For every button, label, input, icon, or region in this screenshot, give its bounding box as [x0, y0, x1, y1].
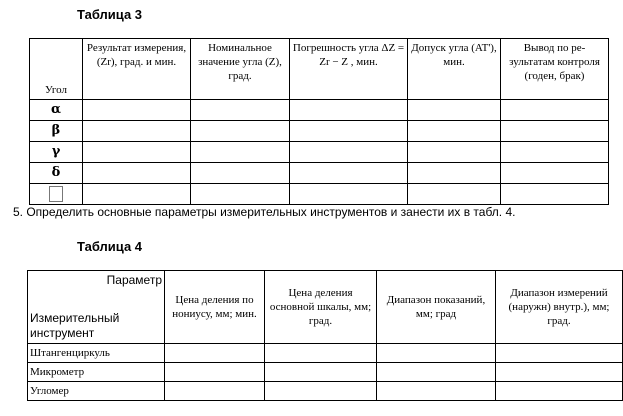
cell[interactable] [191, 100, 290, 121]
cell[interactable] [501, 100, 609, 121]
cell[interactable] [191, 121, 290, 142]
table-row [30, 163, 609, 184]
instrument-caliper: Штангенциркуль [28, 344, 165, 363]
header-tolerance: Допуск угла (AT'), мин. [408, 39, 501, 100]
angle-alpha: α [30, 100, 83, 121]
cell[interactable] [265, 344, 377, 363]
cell[interactable] [377, 363, 496, 382]
header-error: Погрешность угла ΔZ = Zr − Z , мин. [290, 39, 408, 100]
table4 [27, 270, 623, 401]
cell[interactable] [83, 121, 191, 142]
instrument-micrometer: Микрометр [28, 363, 165, 382]
corner-instrument: Измерительный инструмент [30, 311, 120, 340]
header-main-scale-division: Цена деления основной шкалы, мм; град. [265, 271, 377, 344]
cell[interactable] [290, 100, 408, 121]
table-row [30, 121, 609, 142]
angle-empty [30, 184, 83, 205]
header-conclusion: Вывод по ре-зультатам контроля (годен, брак) [501, 39, 609, 100]
header-vernier-division: Цена деления по нониусу, мм; мин. [165, 271, 265, 344]
cell[interactable] [408, 184, 501, 205]
table-row [30, 100, 609, 121]
table-row [28, 382, 623, 401]
cell[interactable] [501, 184, 609, 205]
cell[interactable] [290, 184, 408, 205]
cell[interactable] [290, 142, 408, 163]
table-row [30, 142, 609, 163]
angle-beta: β [30, 121, 83, 142]
cell[interactable] [501, 142, 609, 163]
cell[interactable] [165, 363, 265, 382]
cell[interactable] [290, 121, 408, 142]
cell[interactable] [83, 100, 191, 121]
cell[interactable] [191, 184, 290, 205]
cell[interactable] [191, 142, 290, 163]
table-row [30, 184, 609, 205]
instrument-goniometer: Угломер [28, 382, 165, 401]
cell[interactable] [501, 163, 609, 184]
header-corner [28, 271, 165, 344]
header-nominal: Номинальное значение угла (Z), град. [191, 39, 290, 100]
corner-parameter: Параметр [106, 273, 162, 287]
cell[interactable] [408, 100, 501, 121]
cell[interactable] [408, 163, 501, 184]
angle-gamma: γ [30, 142, 83, 163]
cell[interactable] [83, 163, 191, 184]
table4-caption: Таблица 4 [77, 239, 143, 254]
header-measurement-range: Диапазон измерений (наружн) внутр.), мм; град. [496, 271, 623, 344]
cell[interactable] [408, 142, 501, 163]
angle-delta: δ [30, 163, 83, 184]
cell[interactable] [496, 382, 623, 401]
cell[interactable] [165, 344, 265, 363]
cell[interactable] [265, 382, 377, 401]
cell[interactable] [377, 382, 496, 401]
cell[interactable] [83, 184, 191, 205]
cell[interactable] [290, 163, 408, 184]
header-result: Результат измерения, (Zr), град. и мин. [83, 39, 191, 100]
table-row [28, 344, 623, 363]
cell[interactable] [165, 382, 265, 401]
cell[interactable] [265, 363, 377, 382]
cell[interactable] [501, 121, 609, 142]
table3 [29, 38, 609, 205]
table-row [28, 363, 623, 382]
header-indication-range: Диапазон показаний, мм; град [377, 271, 496, 344]
cell[interactable] [191, 163, 290, 184]
header-angle: Угол [30, 39, 83, 100]
cell[interactable] [496, 344, 623, 363]
empty-checkbox-icon [49, 186, 63, 202]
cell[interactable] [408, 121, 501, 142]
table3-caption: Таблица 3 [77, 7, 143, 22]
cell[interactable] [377, 344, 496, 363]
cell[interactable] [83, 142, 191, 163]
instruction-text: 5. Определить основные параметры измерительных инструментов и занести их в табл. 4. [13, 205, 516, 219]
cell[interactable] [496, 363, 623, 382]
